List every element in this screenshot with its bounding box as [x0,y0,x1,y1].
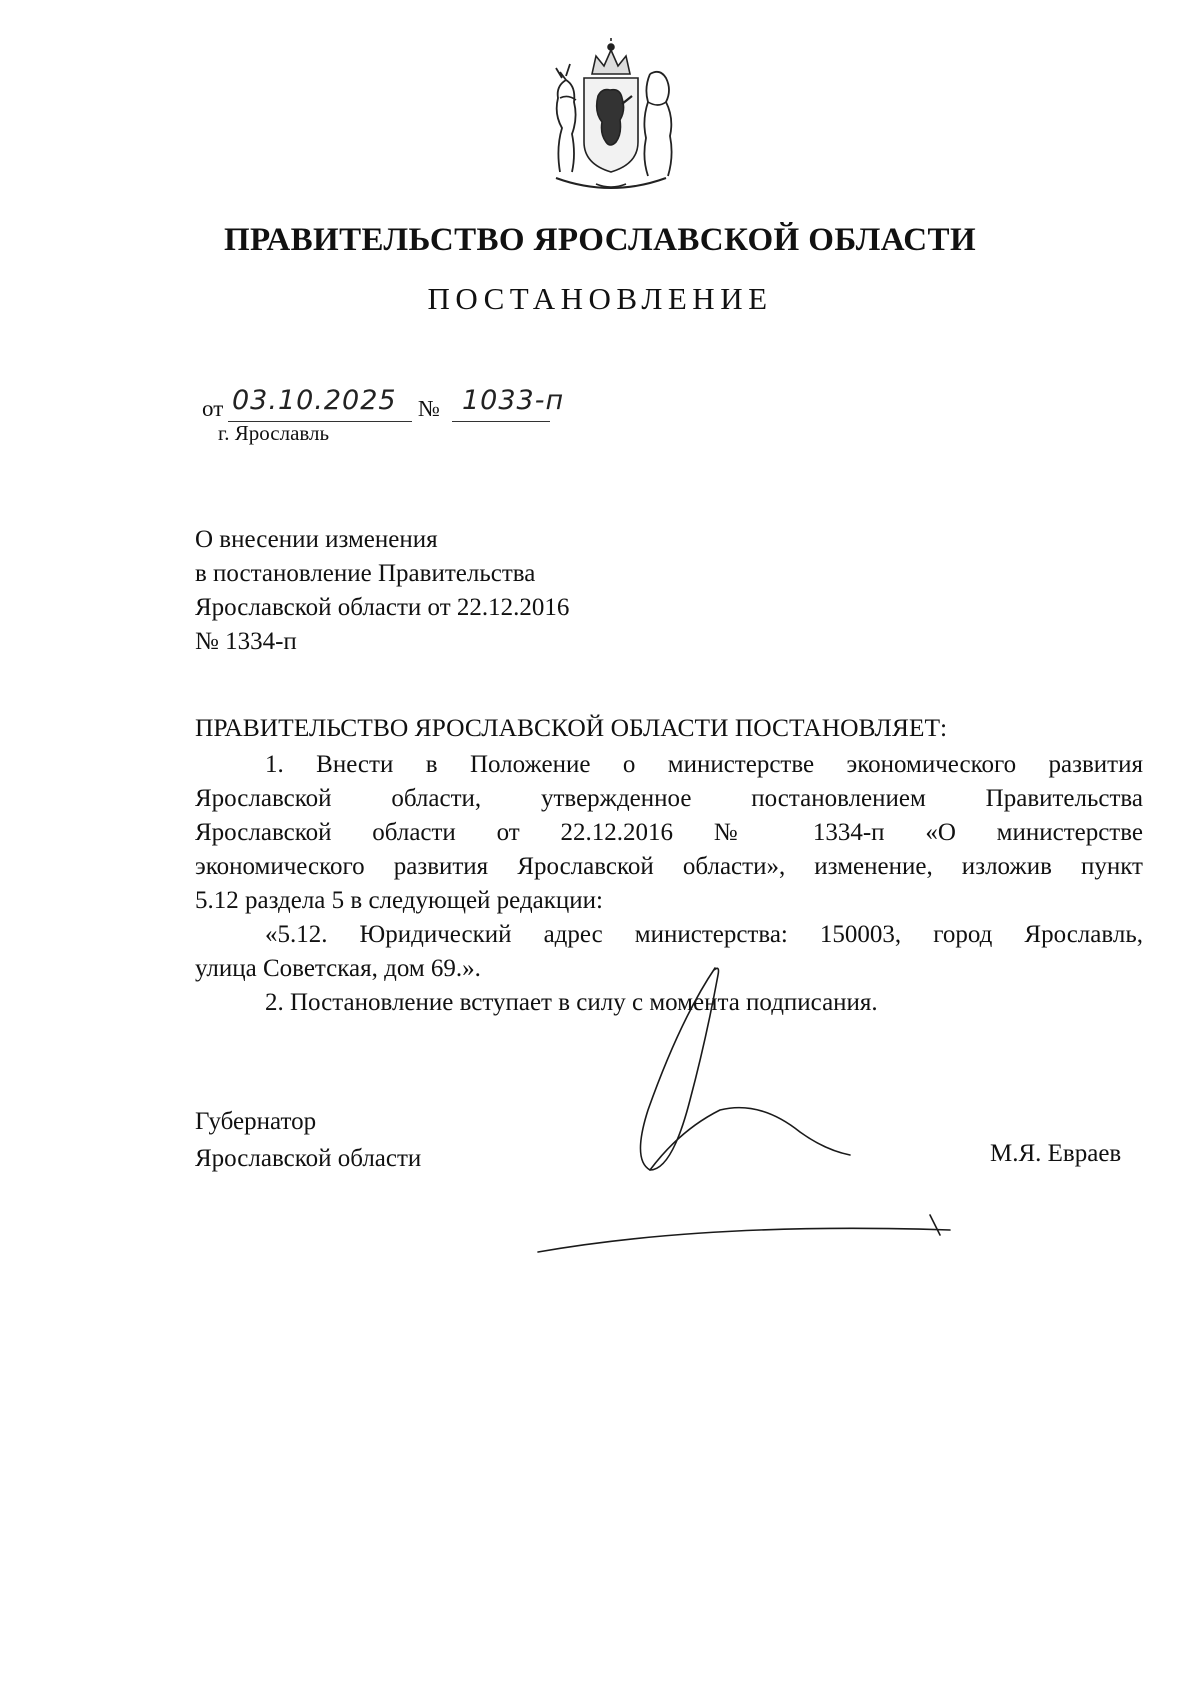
registration-line [202,383,622,423]
body-line: 1. Внести в Положение о министерстве экономического развития [265,751,1143,778]
decree-heading: ПРАВИТЕЛЬСТВО ЯРОСЛАВСКОЙ ОБЛАСТИ ПОСТАНОВЛЯЕТ: [195,713,948,742]
body-line: Ярославской области, утвержденное постановлением Правительства [195,785,1143,812]
document-date: 03.10.2025 [232,385,397,416]
handwritten-signature [530,960,990,1260]
subject-line: О внесении изменения [195,526,438,553]
body-line: 5.12 раздела 5 в следующей редакции: [195,887,603,914]
subject-line: Ярославской области от 22.12.2016 [195,594,570,621]
signatory-position [195,1103,421,1177]
date-label: от [202,396,224,421]
document-number: 1033-п [462,385,565,416]
position-line: Губернатор [195,1108,317,1135]
document-type: ПОСТАНОВЛЕНИЕ [427,281,773,316]
subject-block [195,523,569,659]
body-line: экономического развития Ярославской области», изменение, изложив пункт [195,853,1143,880]
body-line: 2. Постановление вступает в силу с момента подписания. [265,989,878,1016]
body-line: Ярославской области от 22.12.2016 № 1334-п «О министерстве [195,819,1143,846]
number-underline [452,421,550,422]
government-title: ПРАВИТЕЛЬСТВО ЯРОСЛАВСКОЙ ОБЛАСТИ [223,222,977,258]
body-line: улица Советская, дом 69.». [195,955,481,982]
subject-line: № 1334-п [195,628,297,655]
coat-of-arms-emblem [536,38,686,200]
number-label: № [418,396,440,421]
body-line: «5.12. Юридический адрес министерства: 150003, город Ярославль, [265,921,1143,948]
signatory-name: М.Я. Евраев [990,1140,1122,1167]
city: г. Ярославль [218,421,330,445]
position-line: Ярославской области [195,1145,422,1172]
subject-line: в постановление Правительства [195,560,536,587]
